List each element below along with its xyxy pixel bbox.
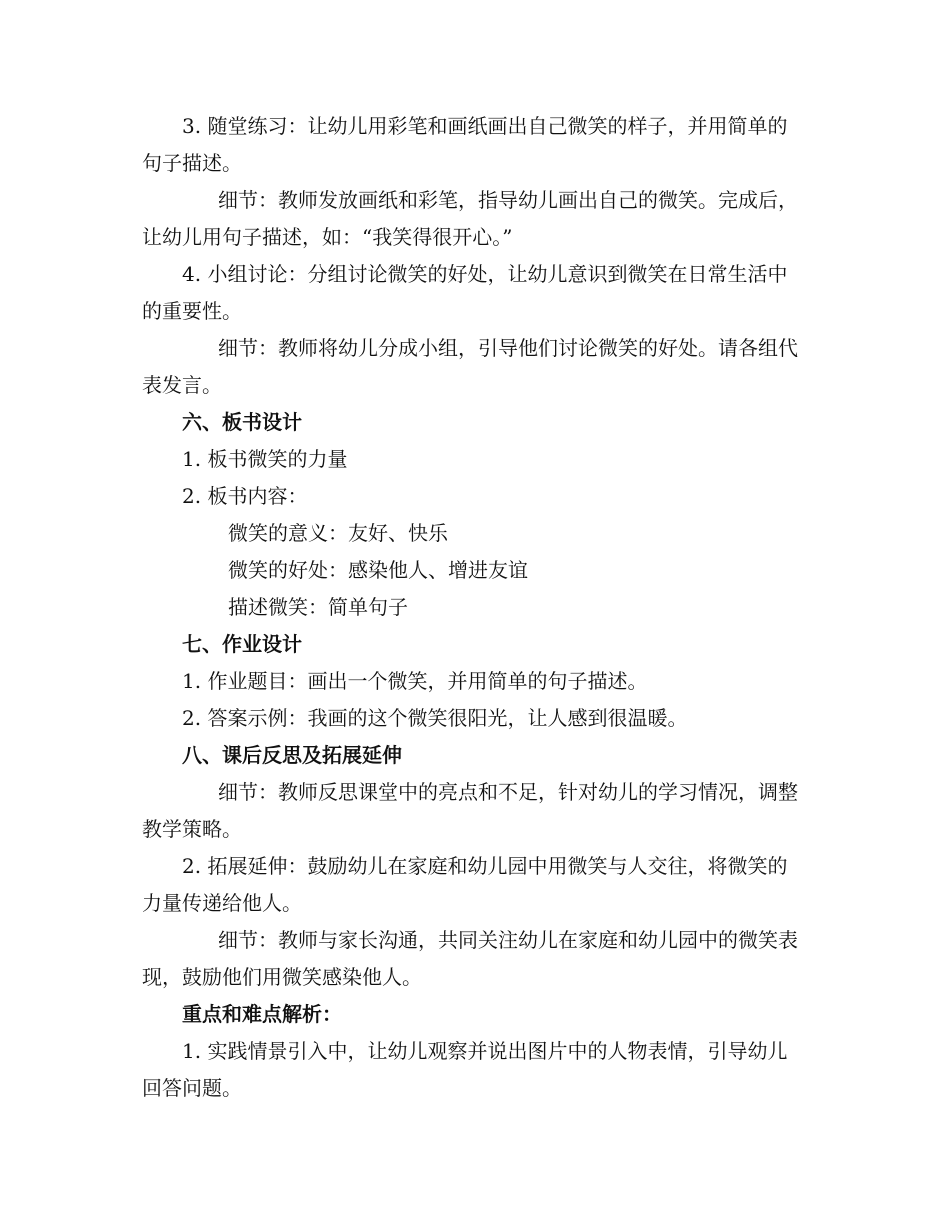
section-heading-key-points: 重点和难点解析： <box>182 1002 342 1026</box>
board-item-1: 1. 板书微笑的力量 <box>182 447 348 471</box>
board-content-meaning: 微笑的意义：友好、快乐 <box>228 521 448 545</box>
reflection-item-2: 2. 拓展延伸：鼓励幼儿在家庭和幼儿园中用微笑与人交往，将微笑的力量传递给他人。 <box>142 854 788 915</box>
homework-item-2: 2. 答案示例：我画的这个微笑很阳光，让人感到很温暖。 <box>182 706 688 730</box>
board-content-benefits: 微笑的好处：感染他人、增进友谊 <box>228 558 528 582</box>
document-body <box>142 108 802 1107</box>
detail-group-discussion: 细节：教师将幼儿分成小组，引导他们讨论微笑的好处。请各组代表发言。 <box>142 336 798 397</box>
section-heading-reflection: 八、课后反思及拓展延伸 <box>182 743 402 767</box>
section-heading-homework: 七、作业设计 <box>182 632 302 656</box>
item-4-group-discussion: 4. 小组讨论：分组讨论微笑的好处，让幼儿意识到微笑在日常生活中的重要性。 <box>142 262 788 323</box>
detail-extension: 细节：教师与家长沟通，共同关注幼儿在家庭和幼儿园中的微笑表现，鼓励他们用微笑感染他人。 <box>142 928 798 989</box>
homework-item-1: 1. 作业题目：画出一个微笑，并用简单的句子描述。 <box>182 669 648 693</box>
item-3-practice: 3. 随堂练习：让幼儿用彩笔和画纸画出自己微笑的样子，并用简单的句子描述。 <box>142 114 788 175</box>
detail-reflection: 细节：教师反思课堂中的亮点和不足，针对幼儿的学习情况，调整教学策略。 <box>142 780 798 841</box>
board-content-describe: 描述微笑：简单句子 <box>228 595 408 619</box>
board-item-2: 2. 板书内容： <box>182 484 308 508</box>
key-point-item-1: 1. 实践情景引入中，让幼儿观察并说出图片中的人物表情，引导幼儿回答问题。 <box>142 1039 788 1100</box>
section-heading-board-design: 六、板书设计 <box>182 410 302 434</box>
detail-practice: 细节：教师发放画纸和彩笔，指导幼儿画出自己的微笑。完成后，让幼儿用句子描述，如：“我笑得很开心。” <box>142 188 798 249</box>
